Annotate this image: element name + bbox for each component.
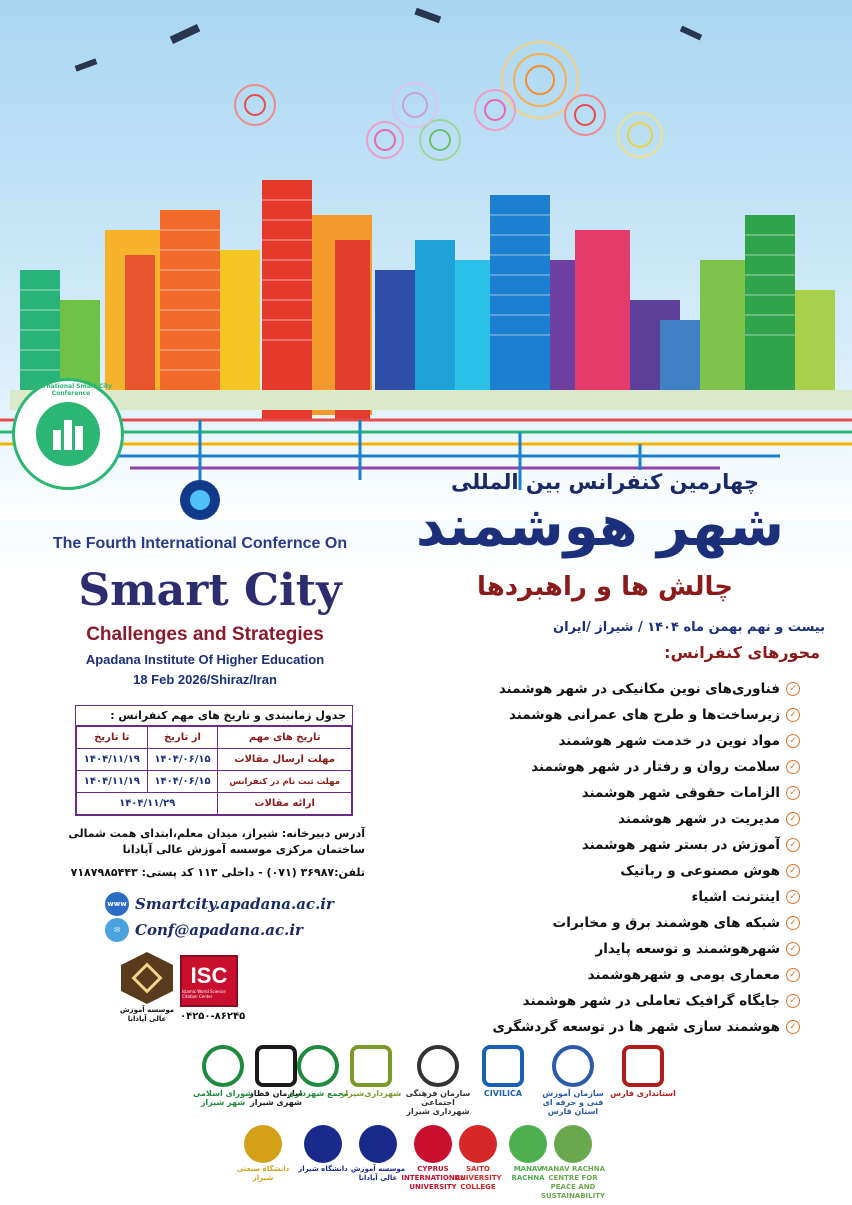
- logo-label: دانشگاه شیراز: [298, 1165, 348, 1173]
- schedule-row-label: ارائه مقالات: [218, 793, 352, 815]
- logo-label: CYPRUS INTERNATIONAL UNIVERSITY: [401, 1165, 465, 1191]
- topic-text: جایگاه گرافیک تعاملی در شهر هوشمند: [522, 993, 780, 1009]
- conference-badge: [12, 378, 124, 490]
- majma-icon: [297, 1045, 339, 1087]
- topic-text: مدیریت در شهر هوشمند: [618, 811, 780, 827]
- topic-item: [420, 962, 800, 988]
- topic-text: هوش مصنوعی و رباتیک: [620, 863, 780, 879]
- subtitle-persian: چالش ها و راهبردها: [477, 572, 733, 602]
- tech-shiraz-logo: [235, 1125, 291, 1183]
- website-row[interactable]: [105, 892, 334, 916]
- check-circle-icon: ✓: [786, 786, 800, 800]
- apadana-logo-label: موسسه آموزش عالی آپادانا: [119, 1006, 175, 1023]
- schedule-row: [77, 771, 352, 793]
- logo-label: دانشگاه صنعتی شیراز: [236, 1165, 290, 1182]
- schedule-table: [75, 705, 353, 816]
- schedule-from-date: ۱۴۰۴/۰۶/۱۵: [147, 749, 218, 771]
- email-icon: ✉: [105, 918, 129, 942]
- logo-label: سازمان فرهنگی اجتماعی شهرداری شیراز: [405, 1089, 471, 1116]
- apadana-icon: [359, 1125, 397, 1163]
- schedule-row: [77, 793, 352, 815]
- logo-label: شورای اسلامی شهر شیراز: [192, 1089, 254, 1107]
- isc-code: ۰۴۲۵۰-۸۶۲۴۵: [180, 1011, 246, 1022]
- topic-item: [420, 806, 800, 832]
- date-location-persian: بیست و نهم بهمن ماه ۱۴۰۴ / شیراز /ایران: [553, 620, 825, 635]
- check-circle-icon: ✓: [786, 734, 800, 748]
- main-title-persian: شهر هوشمند: [415, 494, 785, 559]
- schedule-row-label: مهلت ثبت نام در کنفرانس: [218, 771, 352, 793]
- check-circle-icon: ✓: [786, 760, 800, 774]
- english-conference-line: The Fourth International Confernce On: [52, 535, 348, 552]
- saito-icon: [459, 1125, 497, 1163]
- shiraz-univ-logo: [295, 1125, 351, 1174]
- manav-icon: [509, 1125, 547, 1163]
- topics-list: [420, 676, 800, 1040]
- check-circle-icon: ✓: [786, 812, 800, 826]
- shora-shiraz-icon: [202, 1045, 244, 1087]
- topic-text: مواد نوین در خدمت شهر هوشمند: [558, 733, 780, 749]
- topic-text: شهرهوشمند و توسعه پایدار: [595, 941, 780, 957]
- topic-item: [420, 780, 800, 806]
- logo-label: موسسه آموزش عالی آپادانا: [350, 1165, 406, 1182]
- schedule-presentation-date: ۱۴۰۴/۱۱/۲۹: [77, 793, 218, 815]
- schedule-header-row: [77, 727, 352, 749]
- ostandari-logo: [610, 1045, 676, 1098]
- badge-text: International Smart City Conference: [29, 383, 112, 397]
- logo-label: مجمع شهرداری: [287, 1089, 349, 1098]
- logo-label: شهرداری‌شیراز: [340, 1089, 402, 1098]
- logo-label: سازمان آموزش فنی و حرفه ای استان فارس: [542, 1089, 604, 1116]
- address-line: ساختمان مرکزی موسسه آموزش عالی آپادانا: [122, 843, 365, 856]
- check-circle-icon: ✓: [786, 916, 800, 930]
- shiraz-municipality-logo: [338, 1045, 404, 1098]
- topic-item: [420, 988, 800, 1014]
- check-circle-icon: ✓: [786, 942, 800, 956]
- isc-logo-caption: Islamic World Science Citation Center: [182, 989, 226, 999]
- address-line: آدرس دبیرخانه: شیراز، میدان معلم،ابتدای همت شمالی: [68, 827, 365, 840]
- logo-label: SAITO UNIVERSITY COLLEGE: [454, 1165, 502, 1191]
- logo-label: سازمان قطار شهری شیراز: [249, 1089, 303, 1107]
- topics-title: محورهای کنفرانس:: [664, 643, 820, 662]
- manav-centre-icon: [554, 1125, 592, 1163]
- topic-item: [420, 1014, 800, 1040]
- schedule-row-label: مهلت ارسال مقالات: [218, 749, 352, 771]
- jahad-icon: [552, 1045, 594, 1087]
- topic-item: [420, 832, 800, 858]
- logo-label: استانداری فارس: [610, 1089, 676, 1098]
- saito-logo: [450, 1125, 506, 1192]
- logo-label: MANAV RACHNA CENTRE FOR PEACE AND SUSTAINABILITY: [540, 1165, 606, 1200]
- topic-text: شبکه های هوشمند برق و مخابرات: [552, 915, 780, 931]
- topic-text: آموزش در بستر شهر هوشمند: [581, 837, 780, 853]
- topic-text: سلامت روان و رفتار در شهر هوشمند: [531, 759, 780, 775]
- logo-label: CIVILICA: [483, 1089, 523, 1098]
- jahad-logo: [540, 1045, 606, 1116]
- topic-text: فناوری‌های نوین مکانیکی در شهر هوشمند: [498, 681, 780, 697]
- apadana-logo: [112, 952, 182, 1024]
- city-skyline-illustration: [0, 0, 852, 520]
- schedule-row: [77, 749, 352, 771]
- shiraz-municipality-icon: [350, 1045, 392, 1087]
- topic-text: الزامات حقوقی شهر هوشمند: [581, 785, 780, 801]
- manav-centre-logo: [540, 1125, 606, 1201]
- tech-shiraz-icon: [244, 1125, 282, 1163]
- topic-text: معماری بومی و شهرهوشمند: [587, 967, 780, 983]
- check-circle-icon: ✓: [786, 864, 800, 878]
- apadana-emblem-icon: [121, 952, 173, 1004]
- badge-city-icon: [36, 402, 100, 466]
- check-circle-icon: ✓: [786, 890, 800, 904]
- schedule-caption: جدول زمانبندی و تاریخ های مهم کنفرانس :: [76, 706, 352, 726]
- topic-item: [420, 858, 800, 884]
- schedule-to-date: ۱۴۰۴/۱۱/۱۹: [77, 771, 148, 793]
- check-circle-icon: ✓: [786, 1020, 800, 1034]
- globe-icon: www: [105, 892, 129, 916]
- isc-logo-text: ISC: [190, 963, 228, 988]
- email-row[interactable]: [105, 918, 303, 942]
- schedule-from-date: ۱۴۰۴/۰۶/۱۵: [147, 771, 218, 793]
- topic-item: [420, 936, 800, 962]
- schedule-header: تا تاریخ: [77, 727, 148, 749]
- english-subtitle: Challenges and Strategies: [86, 624, 324, 645]
- check-circle-icon: ✓: [786, 838, 800, 852]
- topic-item: [420, 884, 800, 910]
- cultural-org-icon: [417, 1045, 459, 1087]
- cyprus-icon: [414, 1125, 452, 1163]
- civilica-icon: [482, 1045, 524, 1087]
- topic-text: اینترنت اشیاء: [691, 889, 780, 905]
- schedule-header: از تاریخ: [147, 727, 218, 749]
- check-circle-icon: ✓: [786, 708, 800, 722]
- english-title: Smart City: [78, 565, 342, 616]
- topic-text: زیرساخت‌ها و طرح های عمرانی هوشمند: [508, 707, 780, 723]
- topic-item: [420, 754, 800, 780]
- shiraz-univ-icon: [304, 1125, 342, 1163]
- phone-postal: تلفن:۳۶۹۸۷ (۰۷۱) - داخلی ۱۱۳ کد پستی: ۷۱۸۷۹۸۵۴۴۳: [70, 866, 365, 879]
- topic-text: هوشمند سازی شهر ها در توسعه گردشگری: [492, 1019, 780, 1035]
- topic-item: [420, 676, 800, 702]
- email-link[interactable]: Conf@apadana.ac.ir: [135, 921, 303, 939]
- check-circle-icon: ✓: [786, 994, 800, 1008]
- apadana-logo: [350, 1125, 406, 1183]
- isc-logo: [180, 955, 244, 1022]
- check-circle-icon: ✓: [786, 968, 800, 982]
- secretariat-address: [20, 826, 365, 858]
- english-date: 18 Feb 2026/Shiraz/Iran: [133, 672, 277, 687]
- cultural-org-logo: [405, 1045, 471, 1116]
- logo-label: MANAV RACHNA: [511, 1165, 545, 1182]
- topic-item: [420, 910, 800, 936]
- website-link[interactable]: Smartcity.apadana.ac.ir: [135, 895, 334, 913]
- ostandari-icon: [622, 1045, 664, 1087]
- schedule-to-date: ۱۴۰۴/۱۱/۱۹: [77, 749, 148, 771]
- check-circle-icon: ✓: [786, 682, 800, 696]
- english-institute: Apadana Institute Of Higher Education: [85, 652, 325, 667]
- conference-number-persian: چهارمین کنفرانس بین المللی: [450, 470, 760, 494]
- schedule-header: تاریخ های مهم: [218, 727, 352, 749]
- civilica-logo: [470, 1045, 536, 1098]
- topic-item: [420, 702, 800, 728]
- topic-item: [420, 728, 800, 754]
